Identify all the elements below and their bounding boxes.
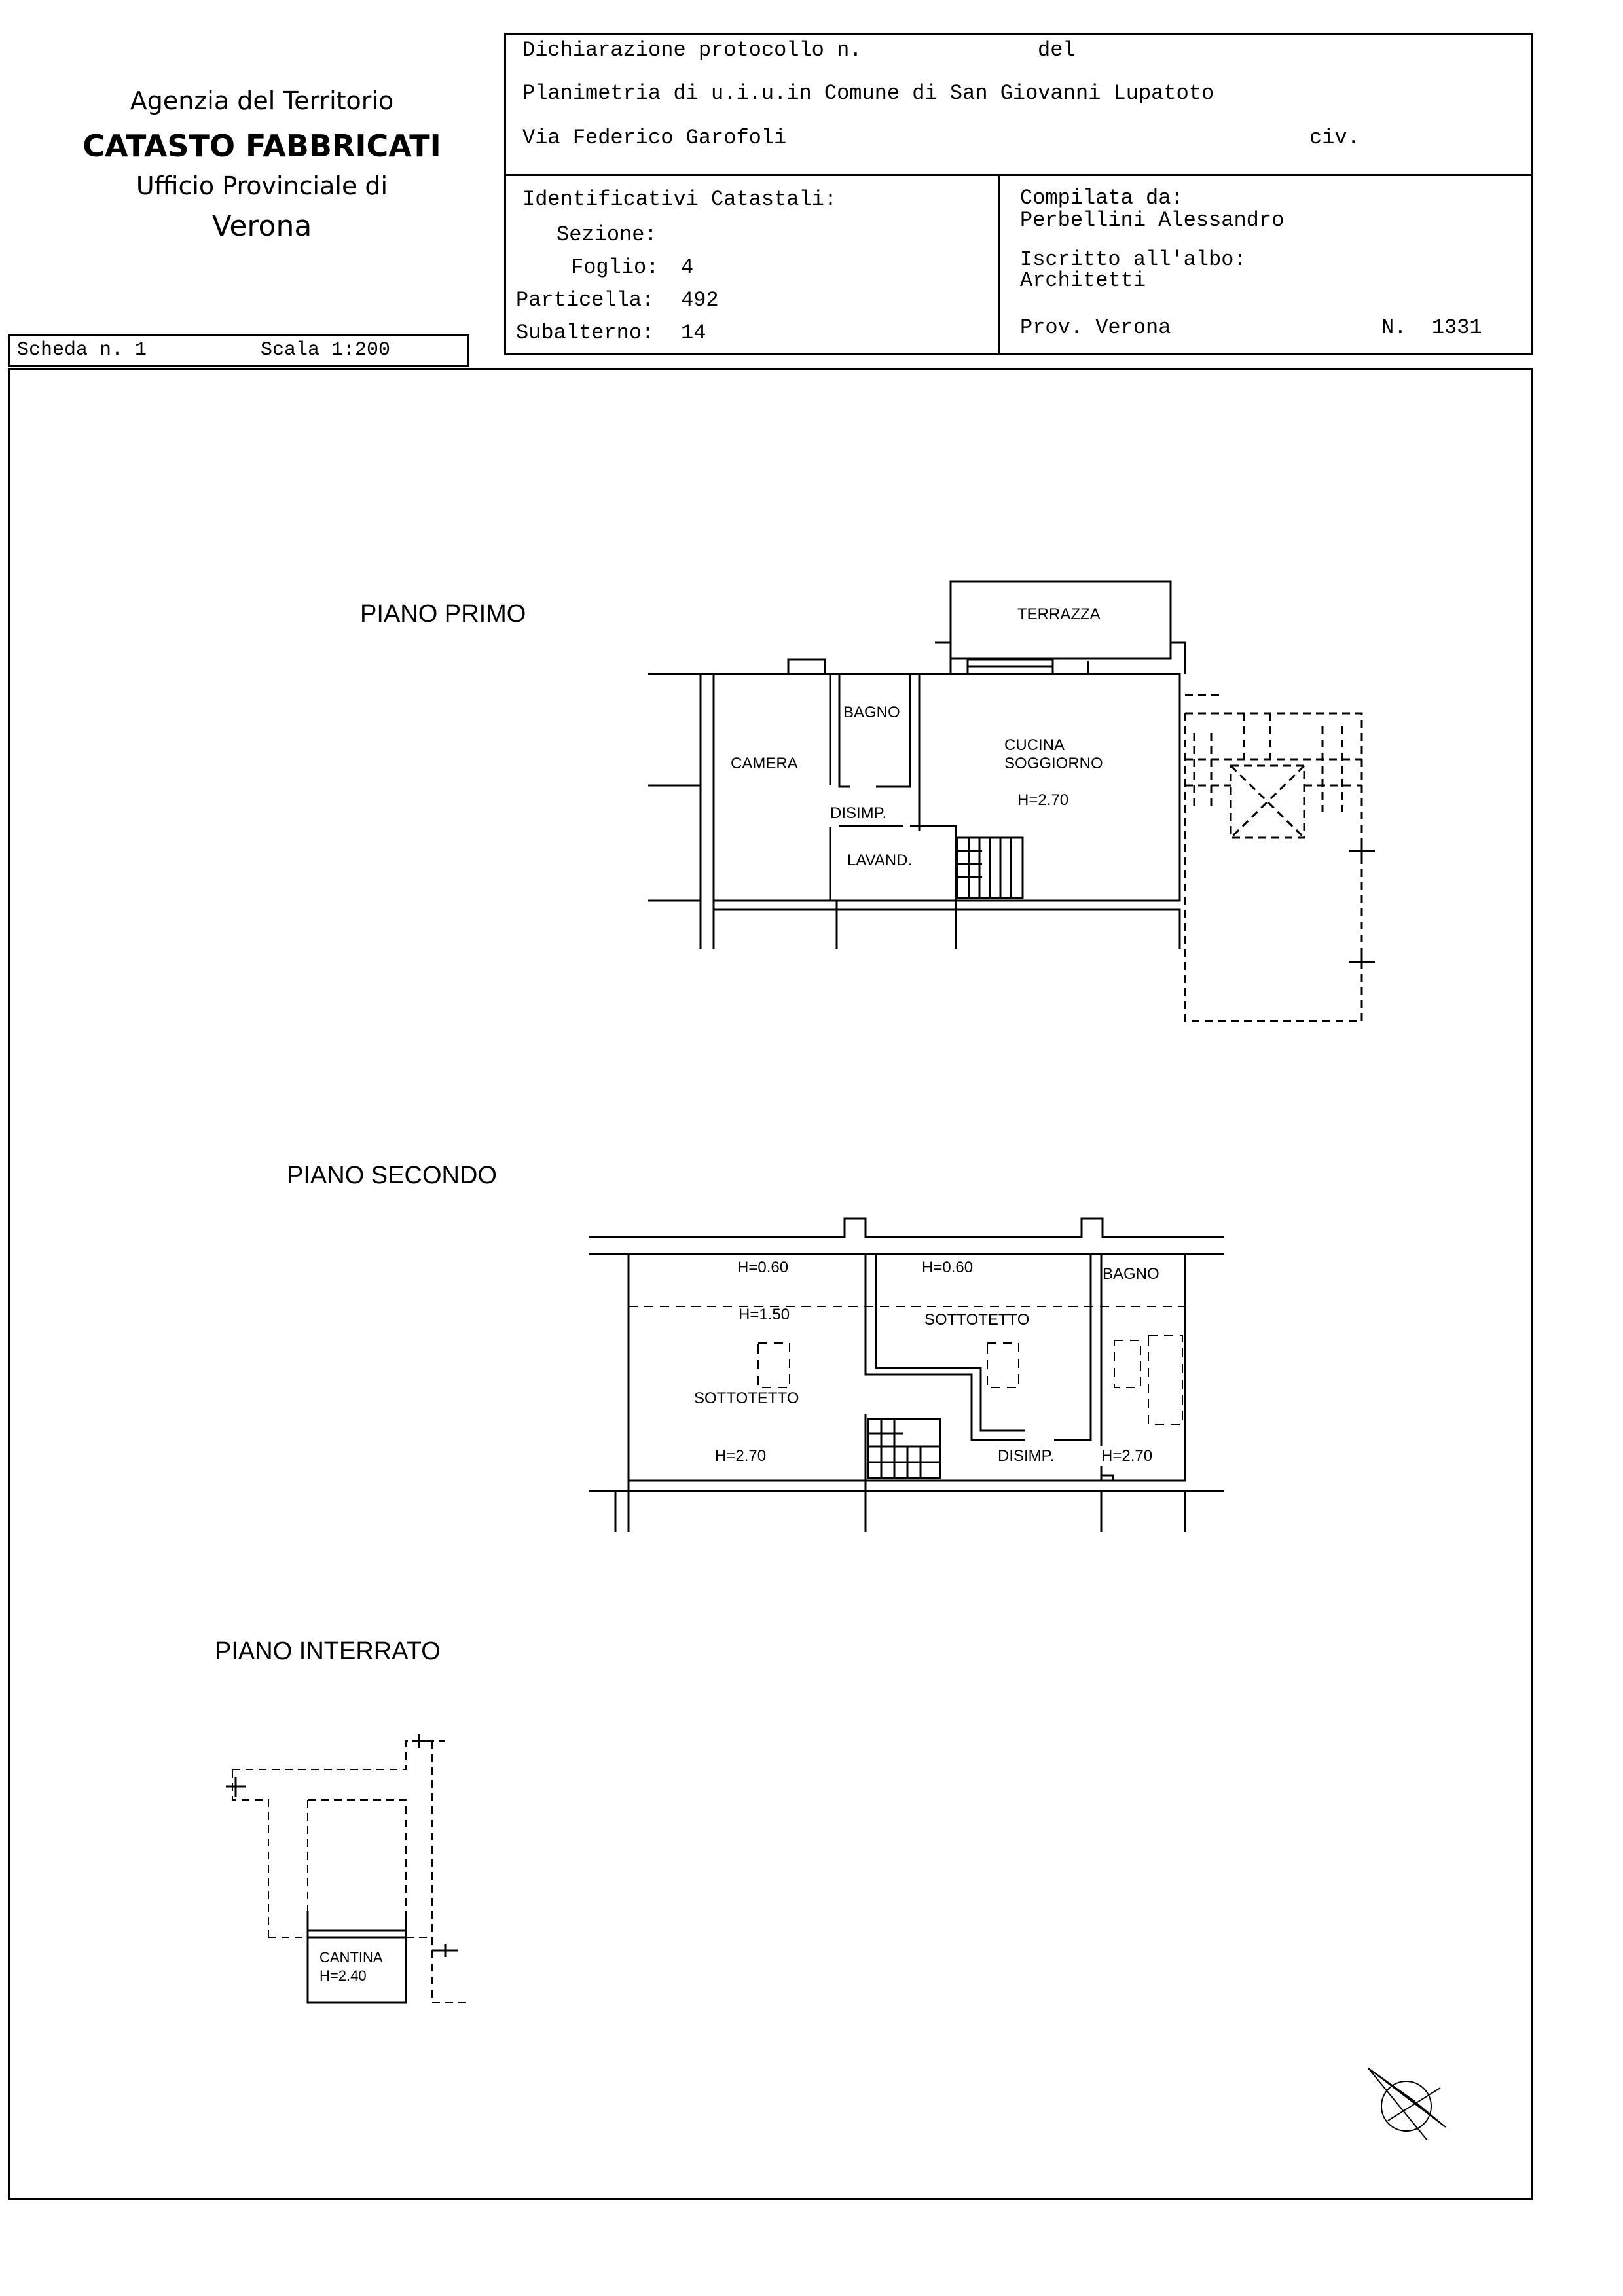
north-arrow — [1368, 2068, 1446, 2140]
primo-height-label: H=2.70 — [1017, 791, 1069, 809]
lavand-label: LAVAND. — [847, 852, 913, 869]
bagno-label-secondo: BAGNO — [1103, 1265, 1159, 1283]
piano-primo-title: PIANO PRIMO — [360, 600, 526, 628]
subalterno-value: 14 — [681, 321, 706, 345]
cantina-room — [308, 1931, 406, 2003]
sottotetto-left-label: SOTTOTETTO — [694, 1390, 799, 1407]
sottotetto-right-label: SOTTOTETTO — [924, 1311, 1030, 1329]
foglio-label: Foglio: — [571, 255, 659, 279]
particella-value: 492 — [681, 288, 719, 312]
piano-secondo-title: PIANO SECONDO — [287, 1162, 497, 1189]
primo-stairs — [957, 838, 1023, 898]
secondo-h270-right: H=2.70 — [1101, 1447, 1153, 1465]
secondo-h150: H=1.50 — [739, 1306, 790, 1323]
agency-name: Agenzia del Territorio — [130, 86, 394, 115]
compiler-name: Perbellini Alessandro — [1020, 208, 1285, 232]
disimp-label-primo: DISIMP. — [830, 804, 887, 822]
scheda-number: Scheda n. 1 — [17, 339, 147, 361]
secondo-h270-left: H=2.70 — [715, 1447, 767, 1465]
civic-label: civ. — [1309, 126, 1360, 150]
province-value: Prov. Verona — [1020, 315, 1171, 340]
foglio-value: 4 — [681, 255, 694, 279]
identificativi-title: Identificativi Catastali: — [522, 187, 837, 211]
sezione-label: Sezione: — [556, 223, 657, 247]
address-text: Via Federico Garofoli — [522, 126, 787, 150]
secondo-h060-right: H=0.60 — [922, 1259, 974, 1276]
scale-label: Scala 1:200 — [261, 339, 391, 361]
provincial-office: Ufficio Provinciale di — [136, 171, 388, 200]
cantina-label: CANTINA — [319, 1949, 383, 1965]
particella-label: Particella: — [516, 288, 655, 312]
iscritto-label: Iscritto all'albo: — [1020, 247, 1247, 272]
registration-number: N. 1331 — [1381, 315, 1482, 340]
secondo-h060-left: H=0.60 — [737, 1259, 789, 1276]
soggiorno-label: SOGGIORNO — [1004, 755, 1103, 772]
planimetria-text: Planimetria di u.i.u.in Comune di San Giovanni Lupatoto — [522, 81, 1214, 105]
province-name: Verona — [211, 209, 312, 243]
disimp-label-secondo: DISIMP. — [998, 1447, 1055, 1465]
piano-primo-plan — [648, 581, 1375, 1021]
terrazza-label: TERRAZZA — [1017, 605, 1101, 623]
cadastre-title: CATASTO FABBRICATI — [82, 128, 441, 164]
protocollo-del: del — [1038, 38, 1076, 62]
compilata-label: Compilata da: — [1020, 186, 1184, 210]
cantina-height-label: H=2.40 — [319, 1967, 367, 1984]
protocollo-label: Dichiarazione protocollo n. — [522, 38, 862, 62]
albo-value: Architetti — [1020, 268, 1146, 293]
cucina-label: CUCINA — [1004, 736, 1065, 754]
primo-exterior-wall — [714, 674, 1180, 901]
bagno-label-primo: BAGNO — [843, 704, 900, 721]
camera-label: CAMERA — [731, 755, 798, 772]
secondo-stairs — [868, 1419, 940, 1478]
subalterno-label: Subalterno: — [516, 321, 655, 345]
piano-interrato-title: PIANO INTERRATO — [215, 1638, 441, 1665]
